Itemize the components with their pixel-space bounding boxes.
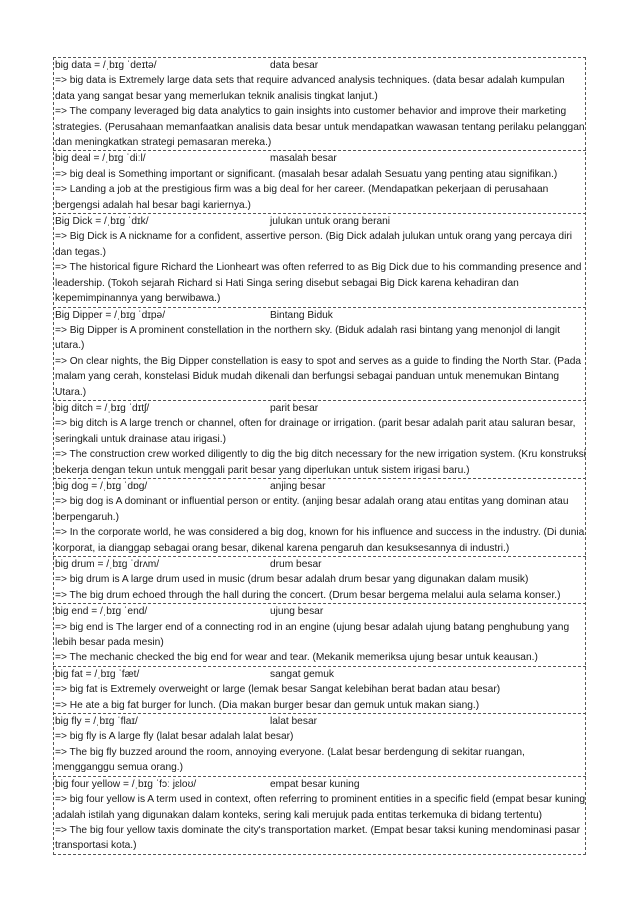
entry-meaning: data besar bbox=[270, 60, 319, 71]
entry-header bbox=[55, 58, 586, 73]
entry-header bbox=[55, 151, 586, 166]
right-dashed-border bbox=[585, 57, 586, 855]
entry-definition: => big drum is A large drum used in music (drum besar adalah drum besar yang digunakan dalam musik) bbox=[55, 574, 529, 586]
entry-meaning: Bintang Biduk bbox=[270, 309, 333, 321]
entry-example: => The big drum echoed through the hall during the concert. (Drum besar bergema melalui aula selama konser.) bbox=[55, 589, 561, 601]
entry-definition: => big fat is Extremely overweight or large (lemak besar Sangat kelebihan berat badan atau besar) bbox=[55, 684, 501, 696]
vocabulary-entry bbox=[53, 213, 586, 306]
entry-meaning: anjing besar bbox=[270, 480, 326, 492]
entry-meaning: drum besar bbox=[270, 559, 322, 570]
entry-meaning: empat besar kuning bbox=[270, 778, 360, 790]
entry-header bbox=[55, 714, 586, 729]
left-dashed-border bbox=[53, 57, 54, 855]
entry-example: => In the corporate world, he was considered a big dog, known for his influence and success in the industry. (Di dunia korporat, ia dianggap sebagai orang besar, dikenal karena pengaruh dan kesuksesannya di industri.) bbox=[55, 527, 585, 554]
entry-example: => The company leveraged big data analytics to gain insights into customer behavior and improve their marketing strategies. (Perusahaan memanfaatkan analisis data besar untuk mendapatkan wawasan tentang perilaku pelanggan dan meningkatkan strategi pemasaran mereka.) bbox=[55, 106, 585, 149]
vocabulary-entry bbox=[53, 150, 586, 213]
entry-definition: => big data is Extremely large data sets that require advanced analysis techniques. (data besar adalah kumpulan data yang sangat besar yang memerlukan teknik analisis tingkat lanjut.) bbox=[55, 75, 565, 102]
entry-meaning: lalat besar bbox=[270, 716, 318, 728]
vocabulary-entry bbox=[53, 713, 586, 776]
entry-header bbox=[55, 557, 586, 572]
entry-example: => The construction crew worked diligently to dig the big ditch necessary for the new irrigation system. (Kru konstruksi bekerja dengan tekun untuk menggali parit besar yang diperlukan untuk sistem irigasi baru.) bbox=[55, 449, 586, 476]
entry-term: Big Dick = /ˌbɪɡ ˈdɪk/ bbox=[55, 216, 149, 228]
entry-header bbox=[55, 667, 586, 682]
entry-definition: => big ditch is A large trench or channel, often for drainage or irrigation. (parit besar adalah parit atau saluran besar, seringkali untuk drainase atau irigasi.) bbox=[55, 418, 576, 445]
vocabulary-list bbox=[53, 57, 586, 855]
entry-example: => Landing a job at the prestigious firm was a big deal for her career. (Mendapatkan pekerjaan di perusahaan bergengsi adalah hal besar bagi kariernya.) bbox=[55, 184, 549, 211]
entry-meaning: parit besar bbox=[270, 402, 319, 414]
entry-meaning: sangat gemuk bbox=[270, 668, 334, 680]
entry-term: big drum = /ˌbɪɡ ˈdrʌm/ bbox=[55, 559, 160, 570]
vocabulary-entry bbox=[53, 666, 586, 713]
vocabulary-entry bbox=[53, 478, 586, 556]
entry-term: big deal = /ˌbɪɡ ˈdiːl/ bbox=[55, 153, 146, 165]
entry-term: big fat = /ˌbɪɡ ˈfæt/ bbox=[55, 668, 140, 680]
entry-meaning: masalah besar bbox=[270, 153, 337, 165]
vocabulary-entry bbox=[53, 603, 586, 666]
entry-example: => On clear nights, the Big Dipper constellation is easy to spot and serves as a guide to finding the North Star. (Pada malam yang cerah, konstelasi Biduk mudah dikenali dan berfungsi sebagai panduan untuk menemukan Bintang Utara.) bbox=[55, 355, 582, 398]
vocabulary-entry bbox=[53, 57, 586, 150]
entry-definition: => big dog is A dominant or influential person or entity. (anjing besar adalah orang atau entitas yang dominan atau berpengaruh.) bbox=[55, 496, 569, 523]
entry-term: big fly = /ˌbɪɡ ˈflaɪ/ bbox=[55, 716, 138, 728]
entry-example: => The mechanic checked the big end for wear and tear. (Mekanik memeriksa ujung besar untuk keausan.) bbox=[55, 652, 538, 664]
entry-header bbox=[55, 308, 586, 323]
entry-term: big data = /ˌbɪɡ ˈdeɪtə/ bbox=[55, 60, 157, 71]
entry-example: => The big four yellow taxis dominate the city's transportation market. (Empat besar taksi kuning mendominasi pasar transportasi kota.) bbox=[55, 824, 580, 852]
entry-meaning: julukan untuk orang berani bbox=[270, 216, 391, 228]
entry-header bbox=[55, 604, 586, 619]
entry-term: big ditch = /ˌbɪɡ ˈdɪtʃ/ bbox=[55, 402, 150, 414]
entry-definition: => big fly is A large fly (lalat besar adalah lalat besar) bbox=[55, 731, 294, 743]
entry-definition: => Big Dick is A nickname for a confident, assertive person. (Big Dick adalah julukan untuk orang yang percaya diri dan tegas.) bbox=[55, 231, 573, 258]
entry-definition: => big four yellow is A term used in context, often referring to prominent entities in a specific field (empat besar kuning adalah istilah yang digunakan dalam konteks, sering kali merujuk pada entitas terkemuka di bidang tertentu) bbox=[55, 794, 586, 821]
entry-header bbox=[55, 479, 586, 494]
entry-term: Big Dipper = /ˌbɪɡ ˈdɪpə/ bbox=[55, 309, 166, 321]
entry-term: big dog = /ˌbɪɡ ˈdɒɡ/ bbox=[55, 480, 148, 492]
entry-header bbox=[55, 777, 586, 792]
entry-definition: => big end is The larger end of a connecting rod in an engine (ujung besar adalah ujung batang penghubung yang lebih besar pada mesin) bbox=[55, 621, 570, 649]
entry-term: big four yellow = /ˌbɪɡ ˈfɔː jɛloʊ/ bbox=[55, 778, 197, 790]
vocabulary-entry bbox=[53, 776, 586, 855]
vocabulary-entry bbox=[53, 400, 586, 478]
vocabulary-entry bbox=[53, 307, 586, 400]
entry-example: => The historical figure Richard the Lionheart was often referred to as Big Dick due to his commanding presence and leadership. (Tokoh sejarah Richard si Hati Singa sering disebut sebagai Big Dick karena kehadiran dan kepemimpinannya yang berwibawa.) bbox=[55, 262, 582, 305]
entry-definition: => big deal is Something important or significant. (masalah besar adalah Sesuatu yang penting atau signifikan.) bbox=[55, 168, 558, 180]
entry-term: big end = /ˌbɪɡ ˈend/ bbox=[55, 606, 148, 618]
entry-example: => He ate a big fat burger for lunch. (Dia makan burger besar dan gemuk untuk makan siang.) bbox=[55, 699, 480, 711]
entry-example: => The big fly buzzed around the room, annoying everyone. (Lalat besar berdengung di sekitar ruangan, mengganggu semua orang.) bbox=[55, 746, 525, 774]
entry-meaning: ujung besar bbox=[270, 606, 324, 618]
entry-header bbox=[55, 401, 586, 416]
entry-header bbox=[55, 214, 586, 229]
vocabulary-entry bbox=[53, 556, 586, 603]
entry-definition: => Big Dipper is A prominent constellation in the northern sky. (Biduk adalah rasi bintang yang menonjol di langit utara.) bbox=[55, 324, 560, 352]
